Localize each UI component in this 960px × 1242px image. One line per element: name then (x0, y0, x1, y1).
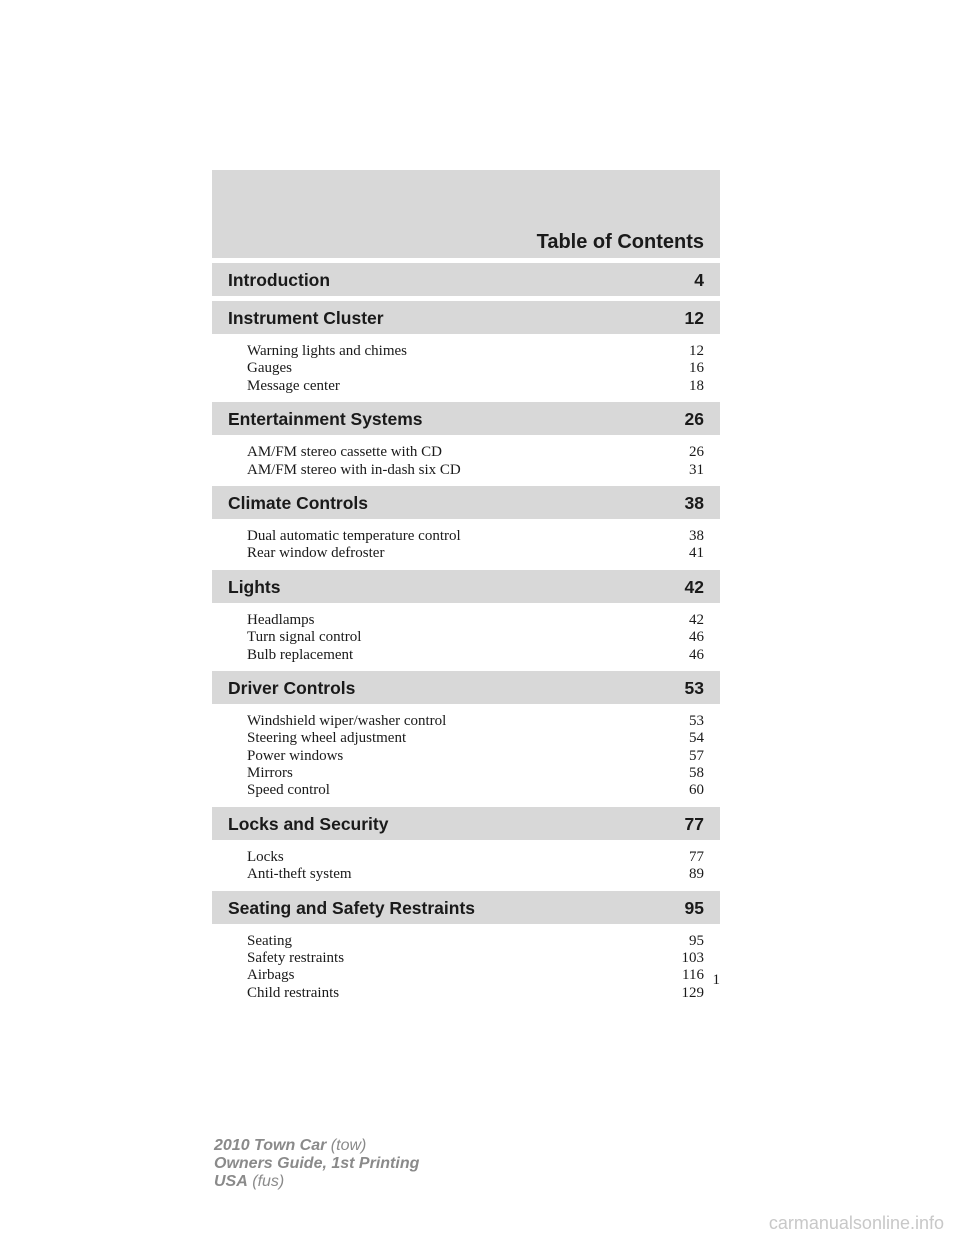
section-page: 42 (684, 576, 704, 597)
entry-title: Airbags (247, 967, 295, 984)
entry-title: Steering wheel adjustment (247, 730, 407, 747)
toc-entry[interactable] (212, 462, 720, 479)
section-title: Instrument Cluster (228, 308, 384, 328)
toc-section (212, 486, 720, 570)
entry-page: 18 (689, 377, 704, 394)
entry-page: 58 (689, 765, 704, 782)
section-page: 77 (684, 813, 704, 834)
section-heading[interactable] (212, 486, 720, 519)
entry-page: 46 (689, 646, 704, 663)
entry-page: 46 (689, 629, 704, 646)
entry-title: Safety restraints (247, 950, 345, 967)
entry-page: 103 (681, 950, 704, 967)
toc-header-box (212, 170, 720, 258)
section-heading[interactable] (212, 807, 720, 840)
entry-page: 129 (681, 984, 704, 1001)
footer-guide: Owners Guide, 1st Printing (214, 1155, 420, 1172)
footer-region: USA (214, 1173, 248, 1190)
section-title: Driver Controls (228, 677, 356, 698)
toc-entry[interactable] (212, 849, 720, 866)
section-heading[interactable] (212, 301, 720, 334)
entry-title: Speed control (247, 782, 330, 799)
entry-page: 12 (689, 343, 704, 359)
footer-region-code: (fus) (252, 1173, 285, 1190)
section-page: 38 (684, 492, 704, 513)
entry-title: Message center (247, 377, 340, 394)
section-title: Seating and Safety Restraints (228, 897, 476, 918)
toc-entry[interactable] (212, 647, 720, 664)
entry-page: 95 (689, 932, 704, 949)
toc-entry[interactable] (212, 782, 720, 799)
toc-entry[interactable] (212, 950, 720, 967)
toc-entry[interactable] (212, 444, 720, 461)
section-items (212, 924, 720, 1010)
toc-entry[interactable] (212, 545, 720, 562)
page-number: 1 (712, 972, 720, 988)
toc-entry[interactable] (212, 360, 720, 377)
toc-section (212, 891, 720, 1010)
section-items (212, 704, 720, 807)
entry-page: 31 (689, 461, 704, 478)
entry-page: 26 (689, 444, 704, 461)
entry-title: Child restraints (247, 984, 340, 1001)
section-items (212, 519, 720, 570)
section-title: Climate Controls (228, 492, 369, 513)
entry-page: 53 (689, 712, 704, 729)
section-heading[interactable] (212, 671, 720, 704)
entry-page: 89 (689, 866, 704, 883)
entry-title: Anti-theft system (247, 866, 352, 883)
section-heading[interactable] (212, 570, 720, 603)
entry-title: Power windows (247, 747, 344, 764)
entry-page: 77 (689, 848, 704, 865)
toc-section (212, 671, 720, 807)
section-items (212, 840, 720, 891)
toc-section (212, 807, 720, 891)
entry-title: Warning lights and chimes (247, 343, 408, 359)
toc-entry[interactable] (212, 528, 720, 545)
section-items (212, 334, 720, 402)
entry-title: Bulb replacement (247, 646, 354, 663)
toc-entry[interactable] (212, 343, 720, 360)
footer-model-code: (tow) (330, 1137, 367, 1154)
toc-entry[interactable] (212, 612, 720, 629)
entry-page: 42 (689, 611, 704, 628)
entry-page: 60 (689, 782, 704, 799)
toc-section (212, 570, 720, 671)
section-items (212, 435, 720, 486)
entry-title: Rear window defroster (247, 545, 385, 562)
toc-section (212, 301, 720, 402)
toc-sections (212, 263, 720, 1009)
entry-page: 38 (689, 527, 704, 544)
page-title: Table of Contents (536, 231, 704, 253)
toc-entry[interactable] (212, 713, 720, 730)
toc-entry[interactable] (212, 748, 720, 765)
entry-title: AM/FM stereo with in-dash six CD (247, 461, 461, 478)
section-page: 53 (684, 677, 704, 698)
section-page: 12 (684, 308, 704, 328)
section-page: 4 (694, 270, 704, 290)
toc-entry[interactable] (212, 866, 720, 883)
section-title: Entertainment Systems (228, 409, 423, 430)
section-page: 26 (684, 409, 704, 430)
toc-section (212, 402, 720, 486)
entry-title: Gauges (247, 360, 292, 377)
entry-page: 16 (689, 360, 704, 377)
entry-title: Turn signal control (247, 629, 362, 646)
footer (214, 1137, 419, 1191)
entry-title: AM/FM stereo cassette with CD (247, 444, 442, 461)
toc-entry[interactable] (212, 933, 720, 950)
section-title: Lights (228, 576, 281, 597)
toc-section (212, 263, 720, 301)
section-page: 95 (684, 897, 704, 918)
entry-title: Windshield wiper/washer control (247, 712, 447, 729)
toc-entry[interactable] (212, 629, 720, 646)
entry-title: Dual automatic temperature control (247, 527, 461, 544)
entry-title: Mirrors (247, 765, 293, 782)
section-title: Introduction (228, 270, 331, 290)
toc-entry[interactable] (212, 730, 720, 747)
section-heading[interactable] (212, 402, 720, 435)
footer-model: 2010 Town Car (214, 1137, 327, 1154)
toc-entry[interactable] (212, 985, 720, 1002)
entry-title: Seating (247, 932, 292, 949)
toc-entry[interactable] (212, 378, 720, 395)
entry-title: Locks (247, 848, 284, 865)
entry-page: 57 (689, 747, 704, 764)
entry-page: 41 (689, 545, 704, 562)
section-heading[interactable] (212, 891, 720, 924)
section-heading[interactable] (212, 263, 720, 296)
entry-title: Headlamps (247, 611, 315, 628)
section-title: Locks and Security (228, 813, 389, 834)
toc-entry[interactable] (212, 967, 720, 984)
section-items (212, 603, 720, 671)
entry-page: 54 (689, 730, 704, 747)
watermark: carmanualsonline.info (768, 1213, 944, 1233)
toc-entry[interactable] (212, 765, 720, 782)
entry-page: 116 (682, 967, 704, 984)
